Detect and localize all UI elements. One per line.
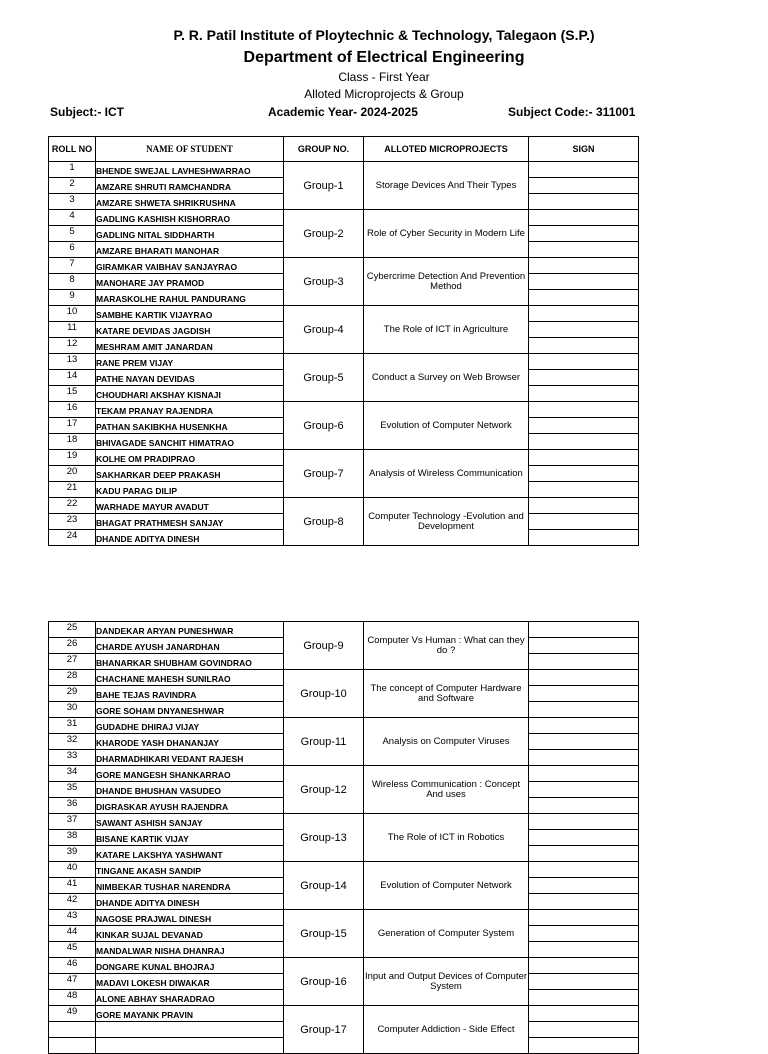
sign-cell[interactable] <box>529 846 639 862</box>
sign-cell[interactable] <box>529 386 639 402</box>
roll-number: 3 <box>49 194 96 210</box>
sign-cell[interactable] <box>529 530 639 546</box>
sign-cell[interactable] <box>529 782 639 798</box>
student-name: DANDEKAR ARYAN PUNESHWAR <box>96 622 284 638</box>
sign-cell[interactable] <box>529 450 639 466</box>
table-row <box>49 670 639 686</box>
microproject-title: Analysis of Wireless Communication <box>364 450 529 498</box>
roll-number: 40 <box>49 862 96 878</box>
student-name: CHACHANE MAHESH SUNILRAO <box>96 670 284 686</box>
sign-cell[interactable] <box>529 814 639 830</box>
roll-number: 23 <box>49 514 96 530</box>
table-row <box>49 498 639 514</box>
student-name: TINGANE AKASH SANDIP <box>96 862 284 878</box>
roll-number: 30 <box>49 702 96 718</box>
microproject-title: Evolution of Computer Network <box>364 402 529 450</box>
group-number: Group-14 <box>284 862 364 910</box>
roll-number: 33 <box>49 750 96 766</box>
roll-number: 39 <box>49 846 96 862</box>
student-name: KADU PARAG DILIP <box>96 482 284 498</box>
roll-number: 13 <box>49 354 96 370</box>
student-name: DONGARE KUNAL BHOJRAJ <box>96 958 284 974</box>
microproject-title: Computer Technology -Evolution and Development <box>364 498 529 546</box>
sign-cell[interactable] <box>529 290 639 306</box>
student-name <box>96 1038 284 1054</box>
roll-number: 42 <box>49 894 96 910</box>
sign-cell[interactable] <box>529 654 639 670</box>
microproject-title: The Role of ICT in Agriculture <box>364 306 529 354</box>
roll-number: 14 <box>49 370 96 386</box>
student-name: GORE SOHAM DNYANESHWAR <box>96 702 284 718</box>
sign-cell[interactable] <box>529 210 639 226</box>
sign-cell[interactable] <box>529 162 639 178</box>
sign-cell[interactable] <box>529 990 639 1006</box>
student-name: KINKAR SUJAL DEVANAD <box>96 926 284 942</box>
roll-number: 16 <box>49 402 96 418</box>
group-number: Group-4 <box>284 306 364 354</box>
sign-cell[interactable] <box>529 498 639 514</box>
table-header-row <box>49 137 639 162</box>
col-header-name: NAME OF STUDENT <box>96 137 284 162</box>
sign-cell[interactable] <box>529 466 639 482</box>
col-header-sign: SIGN <box>529 137 639 162</box>
roll-number: 1 <box>49 162 96 178</box>
group-number: Group-12 <box>284 766 364 814</box>
roll-number: 2 <box>49 178 96 194</box>
student-name: GADLING NITAL SIDDHARTH <box>96 226 284 242</box>
roll-number: 38 <box>49 830 96 846</box>
student-name: SAKHARKAR DEEP PRAKASH <box>96 466 284 482</box>
sign-cell[interactable] <box>529 830 639 846</box>
sign-cell[interactable] <box>529 258 639 274</box>
allotment-table-page-2 <box>48 621 639 1054</box>
table-row <box>49 718 639 734</box>
sign-cell[interactable] <box>529 402 639 418</box>
group-number: Group-5 <box>284 354 364 402</box>
sign-cell[interactable] <box>529 194 639 210</box>
table-row <box>49 162 639 178</box>
roll-number: 8 <box>49 274 96 290</box>
group-number: Group-2 <box>284 210 364 258</box>
roll-number: 26 <box>49 638 96 654</box>
roll-number: 41 <box>49 878 96 894</box>
roll-number: 43 <box>49 910 96 926</box>
microproject-title: The Role of ICT in Robotics <box>364 814 529 862</box>
sign-cell[interactable] <box>529 1006 639 1022</box>
sign-cell[interactable] <box>529 958 639 974</box>
roll-number: 48 <box>49 990 96 1006</box>
microproject-title: Role of Cyber Security in Modern Life <box>364 210 529 258</box>
table-row <box>49 354 639 370</box>
group-number: Group-9 <box>284 622 364 670</box>
student-name: GORE MANGESH SHANKARRAO <box>96 766 284 782</box>
col-header-group: GROUP NO. <box>284 137 364 162</box>
roll-number: 46 <box>49 958 96 974</box>
student-name: MESHRAM AMIT JANARDAN <box>96 338 284 354</box>
roll-number: 9 <box>49 290 96 306</box>
roll-number <box>49 1038 96 1054</box>
roll-number: 10 <box>49 306 96 322</box>
institute-name: P. R. Patil Institute of Ploytechnic & Technology, Talegaon (S.P.) <box>173 27 595 43</box>
student-name: PATHE NAYAN DEVIDAS <box>96 370 284 386</box>
microproject-title: Evolution of Computer Network <box>364 862 529 910</box>
roll-number: 36 <box>49 798 96 814</box>
sign-cell[interactable] <box>529 798 639 814</box>
roll-number: 35 <box>49 782 96 798</box>
roll-number: 12 <box>49 338 96 354</box>
roll-number: 47 <box>49 974 96 990</box>
roll-number: 4 <box>49 210 96 226</box>
microproject-title: Computer Vs Human : What can they do ? <box>364 622 529 670</box>
sign-cell[interactable] <box>529 862 639 878</box>
table-row <box>49 210 639 226</box>
academic-year-label: Academic Year- 2024-2025 <box>268 105 418 119</box>
sign-cell[interactable] <box>529 670 639 686</box>
student-name: KATARE DEVIDAS JAGDISH <box>96 322 284 338</box>
sign-cell[interactable] <box>529 718 639 734</box>
sign-cell[interactable] <box>529 766 639 782</box>
microproject-title: Computer Addiction - Side Effect <box>364 1006 529 1054</box>
student-name: MANDALWAR NISHA DHANRAJ <box>96 942 284 958</box>
group-number: Group-10 <box>284 670 364 718</box>
table-row <box>49 958 639 974</box>
microproject-title: Wireless Communication : Concept And uses <box>364 766 529 814</box>
group-number: Group-15 <box>284 910 364 958</box>
sign-cell[interactable] <box>529 686 639 702</box>
student-name: DHANDE BHUSHAN VASUDEO <box>96 782 284 798</box>
allotment-table-page-1 <box>48 136 639 546</box>
student-name: NAGOSE PRAJWAL DINESH <box>96 910 284 926</box>
sign-cell[interactable] <box>529 418 639 434</box>
student-name: ALONE ABHAY SHARADRAO <box>96 990 284 1006</box>
student-name: TEKAM PRANAY RAJENDRA <box>96 402 284 418</box>
sign-cell[interactable] <box>529 974 639 990</box>
sign-cell[interactable] <box>529 482 639 498</box>
roll-number: 11 <box>49 322 96 338</box>
table-row <box>49 258 639 274</box>
roll-number: 27 <box>49 654 96 670</box>
microproject-title: Generation of Computer System <box>364 910 529 958</box>
table-row <box>49 402 639 418</box>
roll-number: 6 <box>49 242 96 258</box>
group-number: Group-3 <box>284 258 364 306</box>
student-name: AMZARE SHWETA SHRIKRUSHNA <box>96 194 284 210</box>
student-name: KHARODE YASH DHANANJAY <box>96 734 284 750</box>
student-name: BISANE KARTIK VIJAY <box>96 830 284 846</box>
student-name: DHANDE ADITYA DINESH <box>96 894 284 910</box>
subject-code-label: Subject Code:- 311001 <box>508 105 636 119</box>
sign-cell[interactable] <box>529 638 639 654</box>
student-name: MARASKOLHE RAHUL PANDURANG <box>96 290 284 306</box>
student-name: GUDADHE DHIRAJ VIJAY <box>96 718 284 734</box>
roll-number: 5 <box>49 226 96 242</box>
roll-number: 21 <box>49 482 96 498</box>
sign-cell[interactable] <box>529 1038 639 1054</box>
student-name: RANE PREM VIJAY <box>96 354 284 370</box>
group-number: Group-16 <box>284 958 364 1006</box>
table-row <box>49 862 639 878</box>
sign-cell[interactable] <box>529 894 639 910</box>
student-name: DHARMADHIKARI VEDANT RAJESH <box>96 750 284 766</box>
roll-number: 32 <box>49 734 96 750</box>
student-name: PATHAN SAKIBKHA HUSENKHA <box>96 418 284 434</box>
roll-number: 28 <box>49 670 96 686</box>
sign-cell[interactable] <box>529 370 639 386</box>
roll-number: 44 <box>49 926 96 942</box>
class-label: Class - First Year <box>338 70 430 84</box>
document-title: Alloted Microprojects & Group <box>304 87 464 101</box>
microproject-title: Storage Devices And Their Types <box>364 162 529 210</box>
microproject-title: The concept of Computer Hardware and Software <box>364 670 529 718</box>
sign-cell[interactable] <box>529 178 639 194</box>
sign-cell[interactable] <box>529 434 639 450</box>
microproject-title: Cybercrime Detection And Prevention Method <box>364 258 529 306</box>
student-name: DHANDE ADITYA DINESH <box>96 530 284 546</box>
roll-number: 24 <box>49 530 96 546</box>
sign-cell[interactable] <box>529 702 639 718</box>
student-name: GADLING KASHISH KISHORRAO <box>96 210 284 226</box>
student-name: SAMBHE KARTIK VIJAYRAO <box>96 306 284 322</box>
roll-number: 37 <box>49 814 96 830</box>
roll-number: 22 <box>49 498 96 514</box>
microproject-title: Conduct a Survey on Web Browser <box>364 354 529 402</box>
student-name: CHARDE AYUSH JANARDHAN <box>96 638 284 654</box>
student-name: BAHE TEJAS RAVINDRA <box>96 686 284 702</box>
table-row <box>49 622 639 638</box>
student-name: BHIVAGADE SANCHIT HIMATRAO <box>96 434 284 450</box>
student-name: NIMBEKAR TUSHAR NARENDRA <box>96 878 284 894</box>
sign-cell[interactable] <box>529 226 639 242</box>
sign-cell[interactable] <box>529 750 639 766</box>
group-number: Group-1 <box>284 162 364 210</box>
sign-cell[interactable] <box>529 242 639 258</box>
roll-number: 15 <box>49 386 96 402</box>
sign-cell[interactable] <box>529 734 639 750</box>
table-row <box>49 450 639 466</box>
student-name: DIGRASKAR AYUSH RAJENDRA <box>96 798 284 814</box>
roll-number: 20 <box>49 466 96 482</box>
table-row <box>49 306 639 322</box>
roll-number: 19 <box>49 450 96 466</box>
sign-cell[interactable] <box>529 322 639 338</box>
sign-cell[interactable] <box>529 354 639 370</box>
sign-cell[interactable] <box>529 942 639 958</box>
sign-cell[interactable] <box>529 514 639 530</box>
sign-cell[interactable] <box>529 338 639 354</box>
sign-cell[interactable] <box>529 926 639 942</box>
student-name: BHAGAT PRATHMESH SANJAY <box>96 514 284 530</box>
table-row <box>49 1006 639 1022</box>
table-row <box>49 814 639 830</box>
roll-number: 17 <box>49 418 96 434</box>
roll-number: 45 <box>49 942 96 958</box>
group-number: Group-11 <box>284 718 364 766</box>
student-name: SAWANT ASHISH SANJAY <box>96 814 284 830</box>
student-name: BHENDE SWEJAL LAVHESHWARRAO <box>96 162 284 178</box>
microproject-title: Analysis on Computer Viruses <box>364 718 529 766</box>
roll-number: 34 <box>49 766 96 782</box>
student-name: MADAVI LOKESH DIWAKAR <box>96 974 284 990</box>
student-name: KATARE LAKSHYA YASHWANT <box>96 846 284 862</box>
student-name: WARHADE MAYUR AVADUT <box>96 498 284 514</box>
sign-cell[interactable] <box>529 306 639 322</box>
table-row <box>49 766 639 782</box>
student-name: AMZARE SHRUTI RAMCHANDRA <box>96 178 284 194</box>
student-name: BHANARKAR SHUBHAM GOVINDRAO <box>96 654 284 670</box>
microproject-title: Input and Output Devices of Computer System <box>364 958 529 1006</box>
col-header-roll: ROLL NO <box>49 137 96 162</box>
group-number: Group-8 <box>284 498 364 546</box>
roll-number: 29 <box>49 686 96 702</box>
roll-number: 7 <box>49 258 96 274</box>
group-number: Group-17 <box>284 1006 364 1054</box>
subject-label: Subject:- ICT <box>50 105 124 119</box>
roll-number: 49 <box>49 1006 96 1022</box>
table-row <box>49 910 639 926</box>
student-name: GORE MAYANK PRAVIN <box>96 1006 284 1022</box>
student-name: GIRAMKAR VAIBHAV SANJAYRAO <box>96 258 284 274</box>
group-number: Group-7 <box>284 450 364 498</box>
sign-cell[interactable] <box>529 910 639 926</box>
roll-number: 18 <box>49 434 96 450</box>
student-name: KOLHE OM PRADIPRAO <box>96 450 284 466</box>
sign-cell[interactable] <box>529 274 639 290</box>
col-header-project: ALLOTED MICROPROJECTS <box>364 137 529 162</box>
department-name: Department of Electrical Engineering <box>243 49 525 66</box>
group-number: Group-6 <box>284 402 364 450</box>
group-number: Group-13 <box>284 814 364 862</box>
sign-cell[interactable] <box>529 878 639 894</box>
student-name: CHOUDHARI AKSHAY KISNAJI <box>96 386 284 402</box>
student-name: AMZARE BHARATI MANOHAR <box>96 242 284 258</box>
roll-number: 31 <box>49 718 96 734</box>
student-name: MANOHARE JAY PRAMOD <box>96 274 284 290</box>
sign-cell[interactable] <box>529 622 639 638</box>
roll-number: 25 <box>49 622 96 638</box>
